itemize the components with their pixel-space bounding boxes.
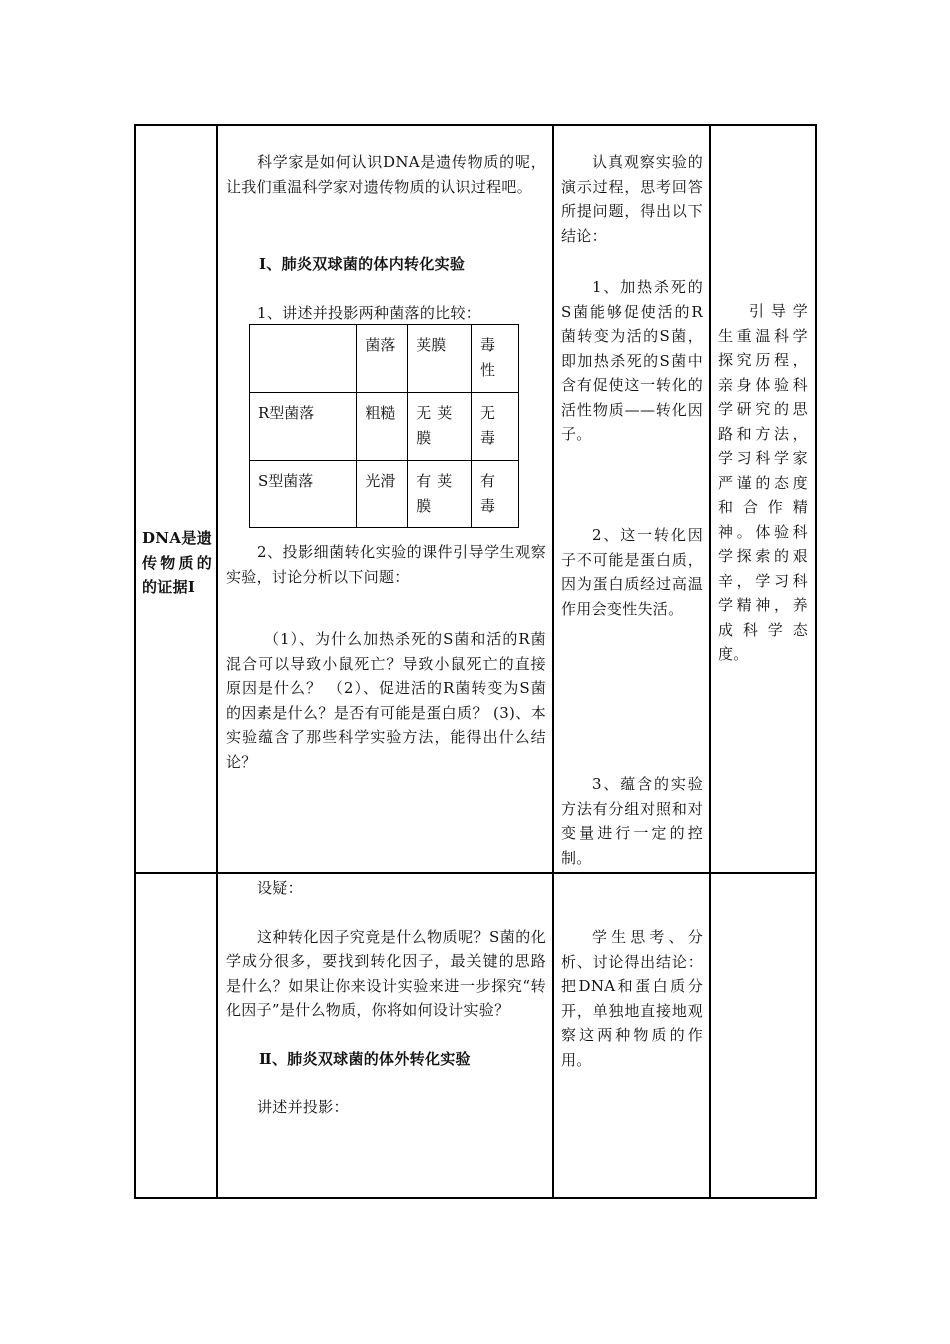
section-heading-1: Ⅰ、肺炎双球菌的体内转化实验 bbox=[259, 255, 466, 273]
student-conclusion-2-box bbox=[561, 523, 703, 621]
student-conclusion-row2: 学生思考、分析、讨论得出结论：把DNA和蛋白质分开，单独地直接地观察这两种物质的作用。 bbox=[561, 928, 703, 1069]
table-row bbox=[250, 461, 519, 528]
table-border-bottom bbox=[134, 1197, 817, 1199]
colony-toxicity-s: 有毒 bbox=[472, 461, 519, 528]
colony-surface-r: 粗糙 bbox=[357, 393, 408, 461]
colony-surface-s: 光滑 bbox=[357, 461, 408, 528]
topic-label: DNA是遗传物质的的证据Ⅰ bbox=[142, 529, 212, 596]
design-intent-text: 引导学生重温科学探究历程，亲身体验科学研究的思路和方法，学习科学家严谨的态度和合作精神。体验科学探索的艰辛，学习科学精神，养成科学态度。 bbox=[718, 302, 808, 663]
table-border-top bbox=[134, 124, 817, 126]
design-intent-cell bbox=[718, 299, 808, 667]
column-divider-2 bbox=[552, 124, 554, 1199]
colony-capsule-s: 有荚膜 bbox=[408, 461, 472, 528]
teacher-cell-row1 bbox=[226, 150, 546, 322]
section-heading-2: Ⅱ、肺炎双球菌的体外转化实验 bbox=[259, 1049, 471, 1068]
question-label: 设疑： bbox=[257, 879, 303, 897]
student-conclusion-3: 3、蕴含的实验方法有分组对照和对变量进行一定的控制。 bbox=[561, 775, 703, 867]
colony-capsule-r: 无荚膜 bbox=[408, 393, 472, 461]
transformation-factor-question: 这种转化因子究竟是什么物质呢？S菌的化学成分很多，要找到转化因子，最关键的思路是什么？如果让你来设计实验来进一步探究“转化因子”是什么物质，你将如何设计实验？ bbox=[226, 927, 546, 1019]
discussion-questions: （1）、为什么加热杀死的S菌和活的R菌混合可以导致小鼠死亡？导致小鼠死亡的直接原因是什么？ （2）、促进活的R菌转变为S菌的因素是什么？是否有可能是蛋白质？ (3)、本实验蕴含了那些科学实验方法，能得出什么结论？ bbox=[226, 630, 546, 771]
colony-table-header-colony: 菌落 bbox=[357, 325, 408, 393]
table-border-left bbox=[134, 124, 136, 1199]
student-conclusion-3-box bbox=[561, 772, 703, 870]
student-intro: 认真观察实验的演示过程，思考回答所提问题，得出以下结论： bbox=[561, 153, 703, 245]
teacher-cell-row1-lower bbox=[226, 540, 546, 774]
lecture-label: 讲述并投影： bbox=[257, 1098, 349, 1116]
column-divider-1 bbox=[216, 124, 218, 1199]
colony-table-header-capsule: 荚膜 bbox=[408, 325, 472, 393]
colony-table-header-blank bbox=[250, 325, 357, 393]
teacher-cell-row2 bbox=[226, 876, 546, 1120]
teacher-intro: 科学家是如何认识DNA是遗传物质的呢，让我们重温科学家对遗传物质的认识过程吧。 bbox=[226, 153, 546, 196]
student-cell-row1 bbox=[561, 150, 703, 248]
student-conclusion-2: 2、这一转化因子不可能是蛋白质，因为蛋白质经过高温作用会变性失活。 bbox=[561, 526, 703, 618]
column-divider-3 bbox=[709, 124, 711, 1199]
student-conclusion-1: 1、加热杀死的S菌能够促使活的R菌转变为活的S菌，即加热杀死的S菌中含有促使这一转化的活性物质——转化因子。 bbox=[561, 278, 703, 443]
colony-comparison-table bbox=[249, 324, 519, 528]
table-border-middle bbox=[134, 872, 817, 874]
table-row bbox=[250, 393, 519, 461]
colony-type-r: R型菌落 bbox=[250, 393, 357, 461]
student-cell-row2 bbox=[561, 925, 703, 1072]
topic-cell bbox=[142, 526, 212, 600]
colony-table-header-toxicity: 毒性 bbox=[472, 325, 519, 393]
student-conclusion-1-box bbox=[561, 275, 703, 447]
colony-toxicity-r: 无毒 bbox=[472, 393, 519, 461]
item-2-text: 2、投影细菌转化实验的课件引导学生观察实验，讨论分析以下问题： bbox=[226, 543, 546, 586]
table-border-right bbox=[815, 124, 817, 1199]
colony-type-s: S型菌落 bbox=[250, 461, 357, 528]
item-1-text: 1、讲述并投影两种菌落的比较： bbox=[257, 304, 482, 322]
